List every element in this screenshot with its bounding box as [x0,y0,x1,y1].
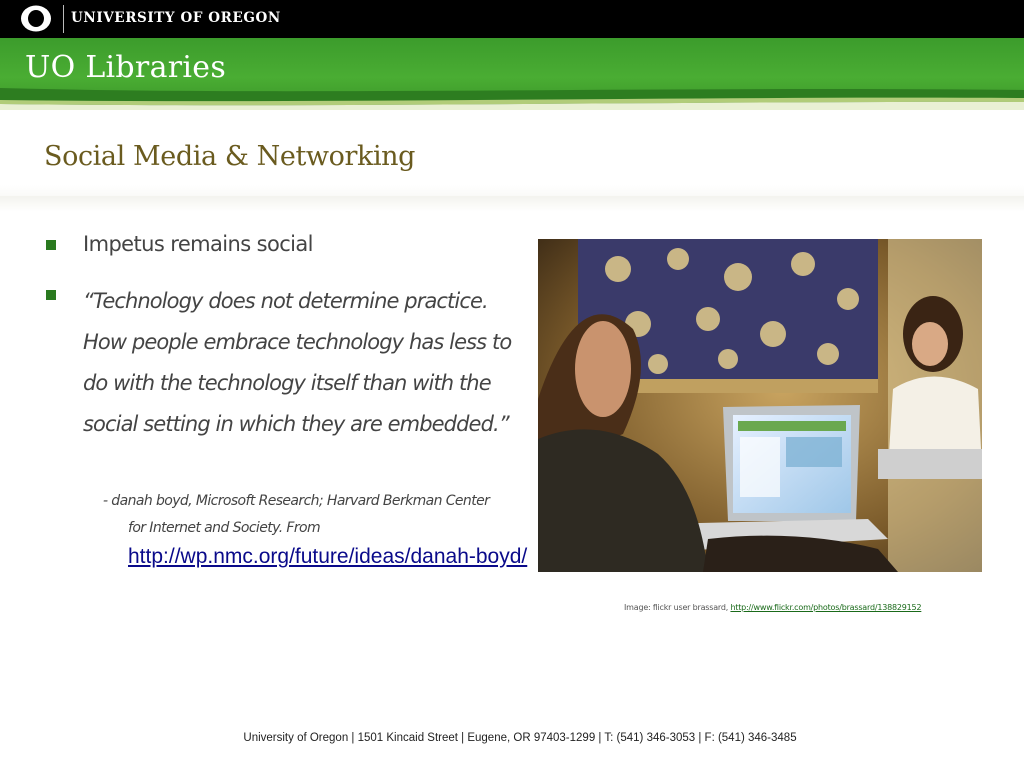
caption-prefix: Image: flickr user brassard, [624,603,729,612]
footer-address: University of Oregon | 1501 Kincaid Street | Eugene, OR 97403-1299 | T: (541) 346-3053 | F: (541) 346-3485 [243,732,797,744]
bullet-marker [46,240,56,250]
photo-people-with-laptops [538,239,982,572]
caption-link[interactable]: http://www.flickr.com/photos/brassard/138829152 [730,603,922,612]
source-link[interactable]: http://wp.nmc.org/future/ideas/danah-boyd/ [128,545,528,568]
image-caption [624,603,921,612]
bullet-marker [46,290,56,300]
banner-title: UO Libraries [25,50,227,85]
university-name: UNIVERSITY OF OREGON [71,10,281,26]
uo-o-logo-icon [19,4,53,33]
attribution-line-1: - danah boyd, Microsoft Research; Harvard Berkman Center [103,493,490,509]
quote-text: “Technology does not determine practice. How people embrace technology has less to do with the technology itself than with the social setting in which they are embedded.” [83,289,512,436]
topbar-divider [63,5,64,33]
university-top-bar [0,0,1024,38]
title-rule [0,196,1024,212]
bullet-text: Impetus remains social [83,232,313,256]
slide-title: Social Media & Networking [44,141,416,172]
photo-illustration [538,239,982,572]
libraries-banner [0,38,1024,110]
attribution-line-2: for Internet and Society. From [128,520,321,536]
quote-attribution [103,488,523,542]
